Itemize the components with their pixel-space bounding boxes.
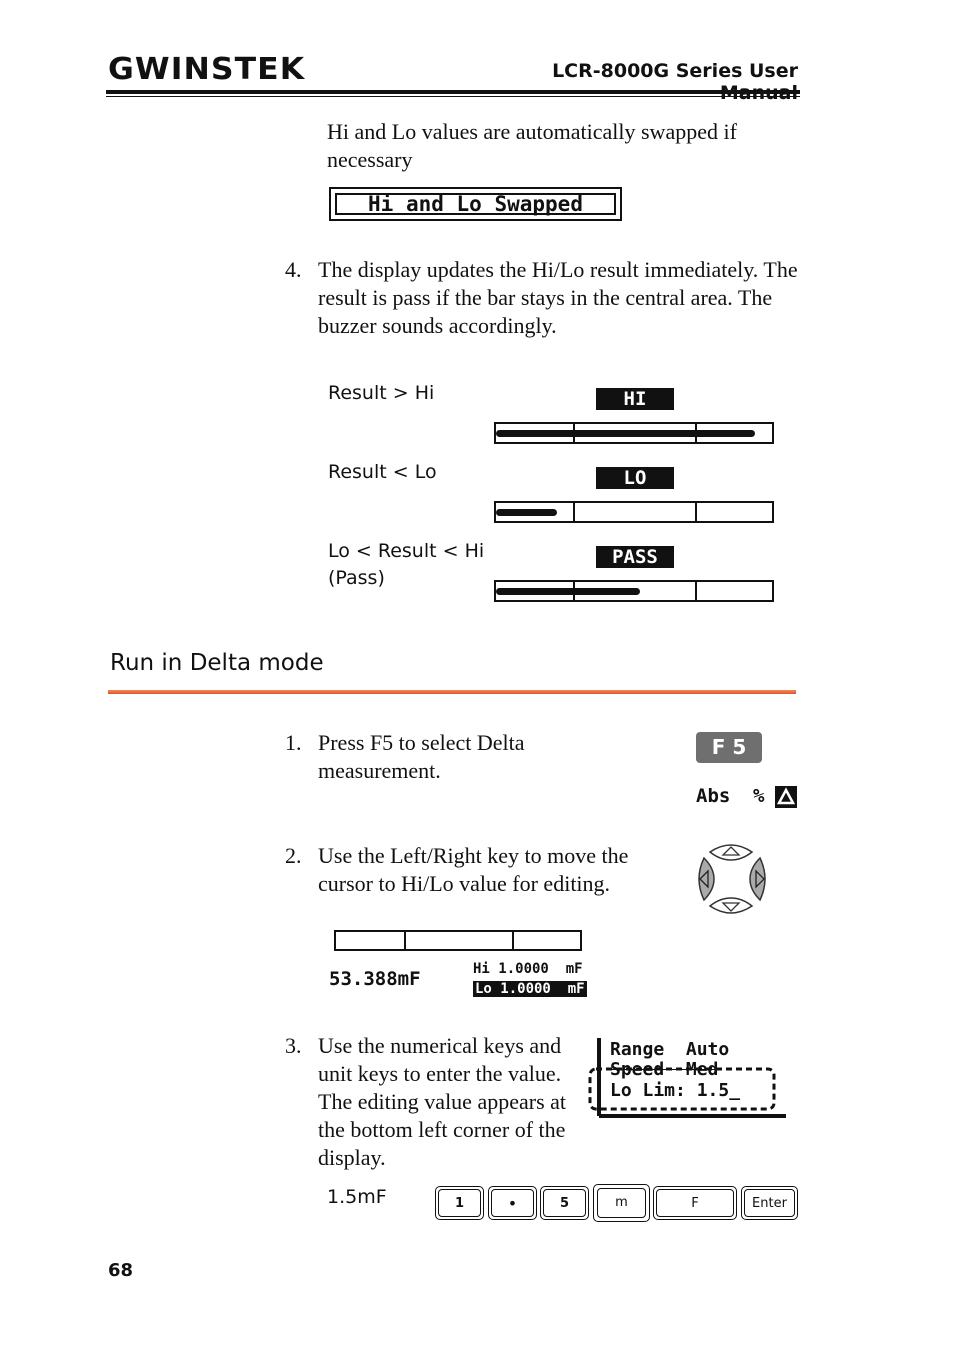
- hi-tag: HI: [596, 388, 674, 410]
- result-lo-label: Result < Lo: [328, 461, 437, 483]
- delta-step3-number: 3.: [285, 1033, 302, 1058]
- lo-limit-selected: Lo 1.0000 mF: [475, 981, 585, 997]
- hi-bar-fill: [496, 430, 755, 437]
- reading-value: 53.388mF: [329, 968, 421, 990]
- key-decimal-point[interactable]: •: [488, 1186, 537, 1220]
- direction-pad[interactable]: [692, 840, 772, 918]
- delta-bar: [334, 930, 582, 951]
- entry-value: 1.5mF: [327, 1186, 387, 1208]
- page-number: 68: [108, 1260, 134, 1281]
- swap-note: Hi and Lo values are automatically swapped if necessary: [327, 119, 737, 172]
- result-hi-label: Result > Hi: [328, 382, 435, 404]
- delta-step1-text: Press F5 to select Delta measurement.: [318, 730, 525, 783]
- step4-number: 4.: [285, 257, 302, 282]
- delta-step2-text: Use the Left/Right key to move the cursor to Hi/Lo value for editing.: [318, 843, 629, 896]
- pass-tag: PASS: [596, 546, 674, 568]
- lcd-lolim-line: Lo Lim: 1.5_: [610, 1080, 741, 1101]
- manual-title: LCR-8000G Series User: [552, 60, 798, 82]
- hi-result-bar: [494, 422, 774, 444]
- delta-step2-number: 2.: [285, 843, 302, 868]
- swap-lcd-text: Hi and Lo Swapped: [335, 193, 616, 215]
- key-5[interactable]: 5: [540, 1186, 589, 1220]
- delta-step1-number: 1.: [285, 730, 302, 755]
- lo-result-bar: [494, 501, 774, 523]
- pass-result-bar: [494, 580, 774, 602]
- section-rule: [108, 690, 796, 694]
- gwinstek-logo: GWINSTEK: [108, 52, 306, 87]
- key-m[interactable]: m: [593, 1184, 650, 1222]
- hi-limit: Hi 1.0000 mF: [473, 961, 583, 977]
- key-1[interactable]: 1: [435, 1186, 484, 1220]
- header-rule: [106, 90, 800, 94]
- f5-key[interactable]: F 5: [696, 732, 762, 763]
- lo-lim-lcd: [586, 1036, 790, 1122]
- pass-bar-fill: [496, 588, 640, 595]
- delta-icon: [775, 786, 797, 808]
- result-pass-label: Lo < Result < Hi (Pass): [328, 540, 485, 589]
- section-title: Run in Delta mode: [110, 650, 324, 676]
- key-F[interactable]: F: [653, 1186, 737, 1220]
- lo-tag: LO: [596, 467, 674, 489]
- abs-label: Abs: [696, 785, 731, 807]
- swap-lcd-message: [329, 187, 622, 221]
- percent-label: %: [753, 785, 765, 807]
- delta-step3-text: Use the numerical keys and unit keys to enter the value. The editing value appears at the bottom left corner of the display.: [318, 1033, 567, 1170]
- lcd-range-line: Range Auto: [610, 1039, 730, 1060]
- lcd-speed-line: Speed Med: [610, 1059, 719, 1080]
- enter-key[interactable]: Enter: [741, 1186, 798, 1220]
- step4-text: The display updates the Hi/Lo result immediately. The result is pass if the bar stays in the central area. The buzzer sounds accordingly.: [318, 257, 798, 338]
- header-rule-thin: [106, 96, 800, 97]
- lo-bar-fill: [496, 509, 557, 516]
